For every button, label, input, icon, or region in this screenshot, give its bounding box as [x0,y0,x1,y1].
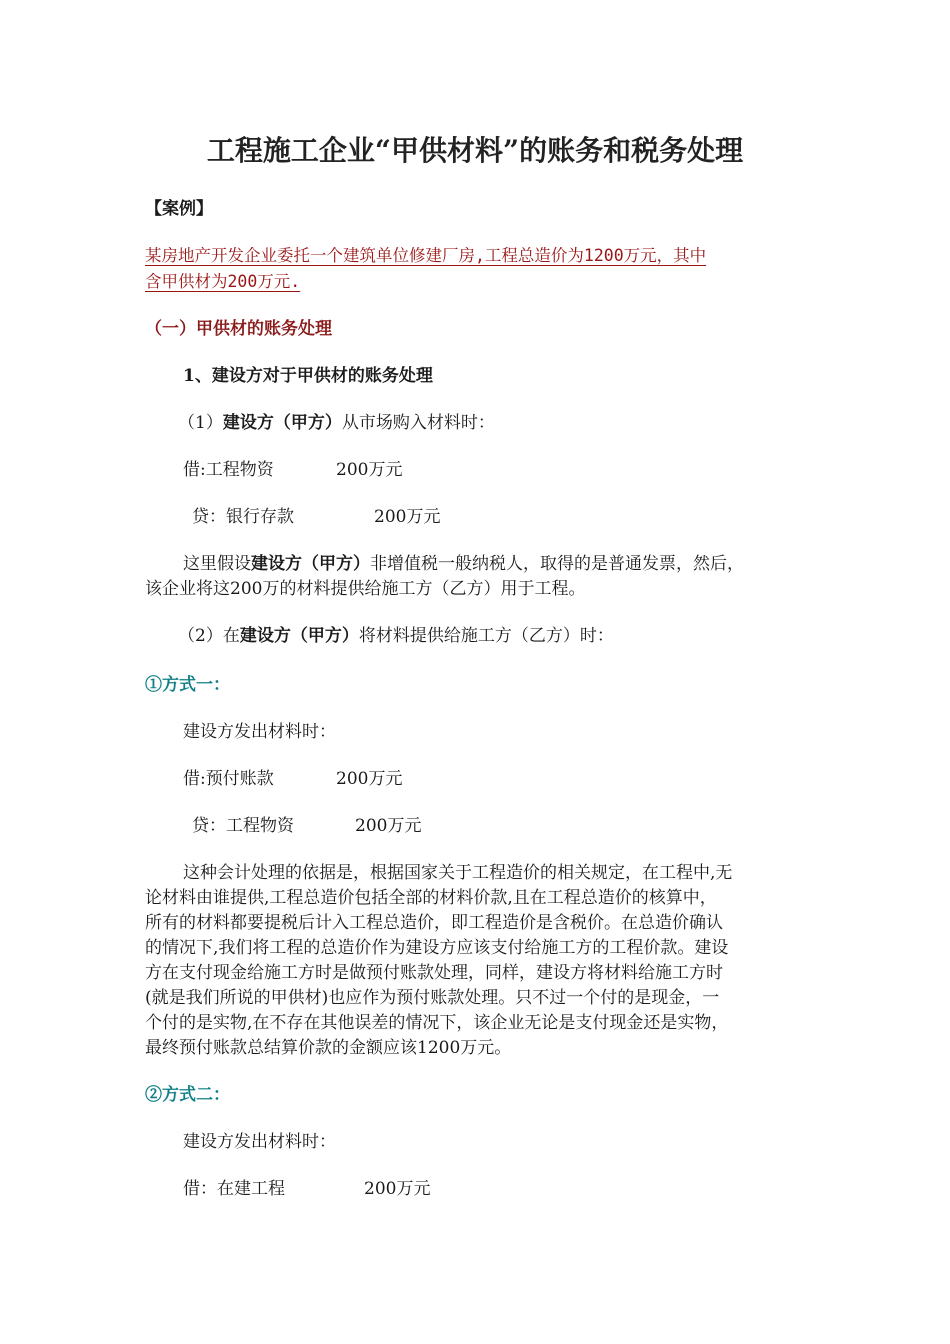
paragraph-2-line-8: 最终预付账款总结算价款的金额应该1200万元。 [145,1038,512,1058]
method-2-intro: 建设方发出材料时： [183,1132,336,1152]
entry-3-debit-amount: 200万元 [364,1179,431,1199]
subheading-1: 1、建设方对于甲供材的账务处理 [183,366,433,386]
case-text-line-2: 含甲供材为200万元. [145,272,301,291]
paragraph-1-line-1 [183,552,744,576]
method-1-intro: 建设方发出材料时： [183,722,336,742]
entry-1-debit-label: 借:工程物资 [183,460,274,480]
method-2-heading: ②方式二： [145,1085,230,1105]
step-2-suffix: 将材料提供给施工方（乙方）时： [358,626,614,646]
paragraph-2-line-6: (就是我们所说的甲供材)也应作为预付账款处理。只不过一个付的是现金，一 [145,988,720,1008]
document-title: 工程施工企业“甲供材料”的账务和税务处理 [206,134,744,167]
paragraph-2-line-2: 论材料由谁提供,工程总造价包括全部的材料价款,且在工程总造价的核算中， [145,888,717,908]
entry-2-debit-label: 借:预付账款 [183,769,274,789]
paragraph-1-prefix: 这里假设 [183,554,251,574]
step-2-bold: 建设方（甲方） [239,626,359,646]
paragraph-1-line-2: 该企业将这200万的材料提供给施工方（乙方）用于工程。 [145,579,586,599]
step-2-prefix: （2）在 [178,626,240,646]
paragraph-2-line-7: 个付的是实物,在不存在其他误差的情况下，该企业无论是支付现金还是实物， [145,1013,729,1033]
step-1-suffix: 从市场购入材料时： [341,413,495,433]
entry-1-debit-amount: 200万元 [336,460,403,480]
entry-3-debit-label: 借：在建工程 [183,1179,285,1199]
entry-2-debit-amount: 200万元 [336,769,403,789]
entry-2-credit-label: 贷：工程物资 [192,816,294,836]
step-1 [178,411,495,435]
step-2 [178,624,614,648]
paragraph-2-line-4: 的情况下,我们将工程的总造价作为建设方应该支付给施工方的工程价款。建设 [145,938,729,958]
entry-2-credit-amount: 200万元 [355,816,422,836]
case-label: 【案例】 [145,199,213,219]
step-1-bold: 建设方（甲方） [222,413,342,433]
paragraph-2-line-3: 所有的材料都要提税后计入工程总造价，即工程造价是含税价。在总造价确认 [145,913,723,933]
section-heading-1: （一）甲供材的账务处理 [145,319,332,339]
paragraph-1-suffix: 非增值税一般纳税人，取得的是普通发票，然后， [370,554,744,574]
entry-1-credit-amount: 200万元 [374,507,441,527]
paragraph-2-line-1: 这种会计处理的依据是，根据国家关于工程造价的相关规定，在工程中,无 [183,863,733,883]
entry-1-credit-label: 贷：银行存款 [192,507,294,527]
step-1-prefix: （1） [178,413,223,433]
case-text-line-1: 某房地产开发企业委托一个建筑单位修建厂房,工程总造价为1200万元，其中 [145,246,707,265]
paragraph-2-line-5: 方在支付现金给施工方时是做预付账款处理，同样，建设方将材料给施工方时 [145,963,723,983]
method-1-heading: ①方式一： [145,675,230,695]
paragraph-1-bold: 建设方（甲方） [251,554,370,574]
